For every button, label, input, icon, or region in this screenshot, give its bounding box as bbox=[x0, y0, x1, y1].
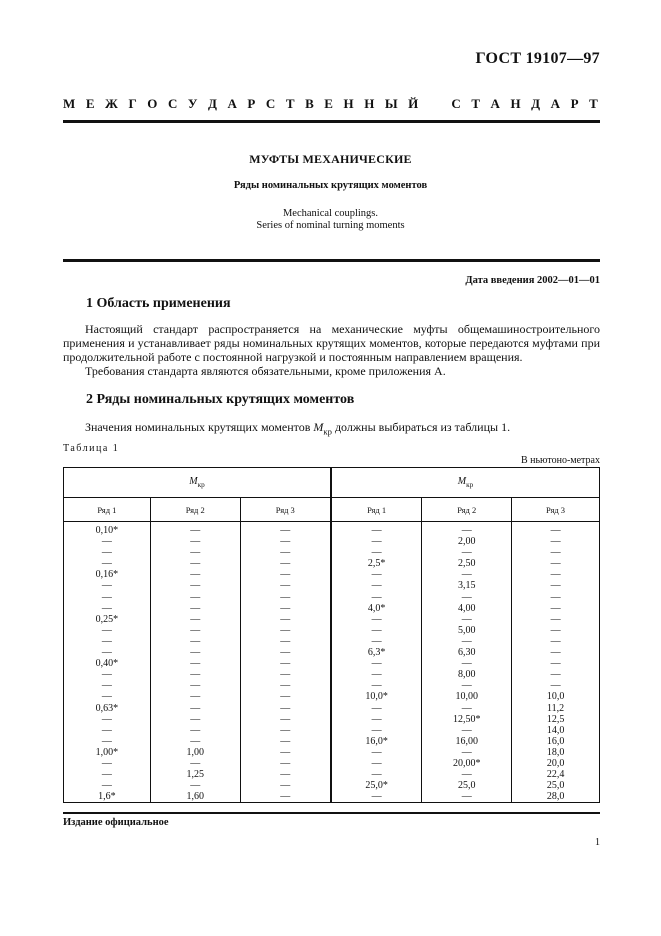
table-cell: — bbox=[512, 592, 600, 603]
table-row bbox=[64, 580, 600, 591]
table-cell: — bbox=[240, 647, 331, 658]
table-row bbox=[64, 747, 600, 758]
table-cell: — bbox=[64, 625, 151, 636]
interstate-letter: Е bbox=[85, 96, 95, 111]
table-cell: — bbox=[64, 769, 151, 780]
table-cell: — bbox=[240, 536, 331, 547]
table-cell: — bbox=[331, 703, 422, 714]
interstate-letter: Ы bbox=[384, 96, 398, 111]
table-cell: 16,0 bbox=[512, 736, 600, 747]
table-cell: — bbox=[64, 536, 151, 547]
column-header: Ряд 2 bbox=[150, 498, 240, 522]
table-cell: 1,6* bbox=[64, 791, 151, 803]
table-cell: — bbox=[64, 592, 151, 603]
column-header: Ряд 3 bbox=[240, 498, 331, 522]
table-cell: 6,3* bbox=[331, 647, 422, 658]
table-cell: 20,0 bbox=[512, 758, 600, 769]
table-cell: — bbox=[331, 592, 422, 603]
table-cell: 2,50 bbox=[422, 558, 512, 569]
table-cell: 0,63* bbox=[64, 703, 151, 714]
table-row bbox=[64, 636, 600, 647]
table-cell: — bbox=[240, 658, 331, 669]
table-cell: 10,0 bbox=[512, 691, 600, 702]
table-cell: — bbox=[422, 522, 512, 537]
table-cell: — bbox=[331, 522, 422, 537]
table-row bbox=[64, 547, 600, 558]
english-title-line-2: Series of nominal turning moments bbox=[256, 220, 405, 231]
table-cell: 2,5* bbox=[331, 558, 422, 569]
table-cell: — bbox=[64, 691, 151, 702]
footer-rule bbox=[63, 812, 600, 814]
table-cell: — bbox=[331, 547, 422, 558]
table-cell: — bbox=[512, 558, 600, 569]
interstate-letter: Р bbox=[570, 96, 579, 111]
table-cell: — bbox=[240, 747, 331, 758]
table-cell: 1,60 bbox=[150, 791, 240, 803]
table-units: В ньютоно-метрах bbox=[520, 455, 600, 466]
table-cell: — bbox=[422, 769, 512, 780]
table-cell: — bbox=[422, 703, 512, 714]
table-cell: — bbox=[512, 658, 600, 669]
table-cell: — bbox=[64, 603, 151, 614]
table-cell: — bbox=[331, 758, 422, 769]
section-1-heading: 1 Область применения bbox=[86, 296, 231, 311]
table-cell: — bbox=[64, 736, 151, 747]
table-caption: Таблица 1 bbox=[63, 443, 120, 454]
table-row bbox=[64, 647, 600, 658]
table-cell: — bbox=[422, 636, 512, 647]
table-cell: — bbox=[240, 791, 331, 803]
table-cell: — bbox=[64, 558, 151, 569]
section-2-heading: 2 Ряды номинальных крутящих моментов bbox=[86, 392, 355, 407]
table-cell: — bbox=[512, 522, 600, 537]
table-cell: — bbox=[331, 536, 422, 547]
interstate-letter: Т bbox=[589, 96, 598, 111]
table-row bbox=[64, 625, 600, 636]
table-cell: — bbox=[64, 547, 151, 558]
table-cell: 2,00 bbox=[422, 536, 512, 547]
interstate-letter: А bbox=[490, 96, 500, 111]
interstate-letter: Д bbox=[207, 96, 217, 111]
column-header: Ряд 3 bbox=[512, 498, 600, 522]
table-row bbox=[64, 614, 600, 625]
table-cell: — bbox=[240, 547, 331, 558]
section-1-paragraph-1: Настоящий стандарт распространяется на механические муфты общемашиностроительного применения и устанавливает ряды номинальных крутящих моментов, которые передаются муфтами при продолжительной работе с постоянной нагрузкой и постоянным направлением вращения. bbox=[63, 322, 600, 364]
interstate-letter: Т bbox=[285, 96, 295, 111]
interstate-letter: Ж bbox=[105, 96, 118, 111]
interstate-letter: Т bbox=[471, 96, 480, 111]
interstate-letter: М bbox=[63, 96, 76, 111]
table-row bbox=[64, 592, 600, 603]
interstate-letter: С bbox=[451, 96, 461, 111]
table-group-header-left: $M_{кр}$ bbox=[64, 468, 331, 498]
table-cell: 1,00* bbox=[64, 747, 151, 758]
header-rule bbox=[63, 120, 600, 123]
table-row bbox=[64, 714, 600, 725]
table-cell: 12,5 bbox=[512, 714, 600, 725]
table-cell: — bbox=[64, 725, 151, 736]
table-row bbox=[64, 691, 600, 702]
table-row bbox=[64, 603, 600, 614]
table-cell: — bbox=[512, 636, 600, 647]
table-cell: 10,0* bbox=[331, 691, 422, 702]
table-cell: 0,16* bbox=[64, 569, 151, 580]
table-cell: — bbox=[150, 558, 240, 569]
table-row bbox=[64, 569, 600, 580]
column-header: Ряд 1 bbox=[64, 498, 151, 522]
interstate-letter: Д bbox=[531, 96, 541, 111]
table-cell: 10,00 bbox=[422, 691, 512, 702]
table-cell: — bbox=[64, 647, 151, 658]
table-row bbox=[64, 791, 600, 803]
document-subtitle: Ряды номинальных крутящих моментов bbox=[233, 180, 428, 191]
table-cell: 20,00* bbox=[422, 758, 512, 769]
official-edition-label: Издание официальное bbox=[63, 817, 169, 828]
table-cell: — bbox=[240, 636, 331, 647]
table-cell: 22,4 bbox=[512, 769, 600, 780]
table-cell: — bbox=[240, 569, 331, 580]
table-cell: — bbox=[240, 680, 331, 691]
page-number: 1 bbox=[595, 837, 600, 848]
table-row bbox=[64, 780, 600, 791]
table-cell: — bbox=[331, 747, 422, 758]
torque-subscript: кр bbox=[323, 426, 332, 437]
table-cell: 28,0 bbox=[512, 791, 600, 803]
table-cell: — bbox=[150, 703, 240, 714]
table-cell: — bbox=[150, 569, 240, 580]
table-cell: — bbox=[240, 522, 331, 537]
table-cell: — bbox=[150, 680, 240, 691]
table-cell: — bbox=[64, 714, 151, 725]
table-cell: — bbox=[512, 614, 600, 625]
table-cell: — bbox=[240, 614, 331, 625]
table-group-header-right: $M_{кр}$ bbox=[331, 468, 600, 498]
interstate-letter: Р bbox=[247, 96, 256, 111]
table-cell: 0,40* bbox=[64, 658, 151, 669]
column-header: Ряд 2 bbox=[422, 498, 512, 522]
table-cell: — bbox=[240, 625, 331, 636]
interstate-letter: С bbox=[167, 96, 178, 111]
interstate-letter: С bbox=[265, 96, 276, 111]
table-cell: — bbox=[422, 614, 512, 625]
table-row bbox=[64, 658, 600, 669]
table-cell: — bbox=[150, 725, 240, 736]
interstate-letter: Н bbox=[364, 96, 375, 111]
table-cell: — bbox=[331, 614, 422, 625]
table-cell: — bbox=[150, 714, 240, 725]
table-cell: — bbox=[150, 658, 240, 669]
standard-code: ГОСТ 19107—97 bbox=[475, 50, 600, 67]
table-cell: — bbox=[240, 691, 331, 702]
table-cell: — bbox=[150, 603, 240, 614]
table-cell: — bbox=[150, 625, 240, 636]
table-cell: — bbox=[422, 592, 512, 603]
interstate-letter: Г bbox=[128, 96, 137, 111]
table-cell: 11,2 bbox=[512, 703, 600, 714]
table-row bbox=[64, 703, 600, 714]
table-cell: — bbox=[150, 647, 240, 658]
table-cell: — bbox=[64, 780, 151, 791]
table-cell: 14,0 bbox=[512, 725, 600, 736]
table-cell: — bbox=[240, 780, 331, 791]
table-cell: — bbox=[64, 636, 151, 647]
table-cell: — bbox=[150, 636, 240, 647]
table-cell: — bbox=[331, 791, 422, 803]
document-title: МУФТЫ МЕХАНИЧЕСКИЕ bbox=[249, 152, 412, 166]
table-cell: — bbox=[422, 569, 512, 580]
table-cell: 16,00 bbox=[422, 736, 512, 747]
table-cell: — bbox=[150, 780, 240, 791]
table-cell: 18,0 bbox=[512, 747, 600, 758]
section-2-paragraph: Значения номинальных крутящих моментов $M_{кр}$ должны выбираться из таблицы 1. bbox=[85, 420, 511, 437]
table-cell: 4,00 bbox=[422, 603, 512, 614]
section-1-paragraph-2: Требования стандарта являются обязательными, кроме приложения А. bbox=[85, 364, 446, 378]
table-cell: — bbox=[331, 714, 422, 725]
table-cell: — bbox=[150, 669, 240, 680]
table-cell: — bbox=[240, 714, 331, 725]
table-row bbox=[64, 522, 600, 537]
table-cell: — bbox=[512, 580, 600, 591]
table-row bbox=[64, 558, 600, 569]
english-title-line-1: Mechanical couplings. bbox=[282, 208, 379, 219]
table-cell: 25,0 bbox=[512, 780, 600, 791]
section-2-body bbox=[63, 420, 600, 438]
table-cell: 6,30 bbox=[422, 647, 512, 658]
table-cell: 8,00 bbox=[422, 669, 512, 680]
table-cell: 25,0 bbox=[422, 780, 512, 791]
table-cell: — bbox=[422, 747, 512, 758]
table-cell: 1,00 bbox=[150, 747, 240, 758]
table-cell: — bbox=[150, 536, 240, 547]
table-cell: — bbox=[64, 669, 151, 680]
interstate-letter: О bbox=[147, 96, 158, 111]
table-row bbox=[64, 669, 600, 680]
table-cell: — bbox=[422, 725, 512, 736]
table-cell: — bbox=[422, 791, 512, 803]
table-cell: — bbox=[240, 736, 331, 747]
table-cell: — bbox=[331, 569, 422, 580]
table-cell: — bbox=[512, 647, 600, 658]
table-cell: — bbox=[150, 547, 240, 558]
table-cell: — bbox=[512, 669, 600, 680]
interstate-letter: Н bbox=[510, 96, 521, 111]
table-cell: — bbox=[422, 658, 512, 669]
table-cell: — bbox=[512, 603, 600, 614]
section-1-body bbox=[63, 322, 600, 378]
table-cell: — bbox=[240, 603, 331, 614]
table-cell: — bbox=[64, 680, 151, 691]
table-cell: — bbox=[240, 725, 331, 736]
table-cell: 5,00 bbox=[422, 625, 512, 636]
table-cell: — bbox=[240, 669, 331, 680]
table-cell: — bbox=[240, 558, 331, 569]
table-cell: 16,0* bbox=[331, 736, 422, 747]
table-cell: — bbox=[64, 758, 151, 769]
table-cell: 1,25 bbox=[150, 769, 240, 780]
table-row bbox=[64, 736, 600, 747]
interstate-letter: А bbox=[550, 96, 561, 111]
title-rule bbox=[63, 259, 600, 262]
table-cell: 0,25* bbox=[64, 614, 151, 625]
table-row bbox=[64, 536, 600, 547]
torque-series-table bbox=[63, 467, 600, 803]
table-cell: — bbox=[331, 580, 422, 591]
table-cell: — bbox=[240, 703, 331, 714]
column-header: Ряд 1 bbox=[331, 498, 422, 522]
table-row bbox=[64, 680, 600, 691]
table-cell: — bbox=[240, 758, 331, 769]
table-cell: — bbox=[331, 636, 422, 647]
interstate-gap bbox=[429, 96, 441, 112]
table-cell: — bbox=[512, 547, 600, 558]
table-cell: — bbox=[64, 580, 151, 591]
table-cell: — bbox=[240, 592, 331, 603]
table-cell: — bbox=[331, 669, 422, 680]
table-cell: — bbox=[240, 580, 331, 591]
table-cell: — bbox=[422, 680, 512, 691]
table-cell: — bbox=[150, 736, 240, 747]
table-cell: 4,0* bbox=[331, 603, 422, 614]
table-cell: — bbox=[512, 625, 600, 636]
table-cell: 3,15 bbox=[422, 580, 512, 591]
table-cell: 12,50* bbox=[422, 714, 512, 725]
table-cell: 0,10* bbox=[64, 522, 151, 537]
table-cell: — bbox=[331, 769, 422, 780]
table-cell: — bbox=[331, 658, 422, 669]
interstate-letter: У bbox=[187, 96, 198, 111]
table-cell: 25,0* bbox=[331, 780, 422, 791]
torque-symbol: M bbox=[313, 420, 324, 434]
interstate-letter: Н bbox=[343, 96, 354, 111]
interstate-letter: В bbox=[305, 96, 314, 111]
table-cell: — bbox=[150, 691, 240, 702]
table-cell: — bbox=[331, 625, 422, 636]
table-cell: — bbox=[150, 522, 240, 537]
table-cell: — bbox=[150, 592, 240, 603]
table-cell: — bbox=[150, 614, 240, 625]
table-cell: — bbox=[512, 569, 600, 580]
table-cell: — bbox=[150, 580, 240, 591]
interstate-standard-label bbox=[63, 96, 598, 112]
interstate-letter: Е bbox=[324, 96, 333, 111]
english-title bbox=[0, 208, 661, 232]
interstate-letter: А bbox=[227, 96, 237, 111]
table-cell: — bbox=[331, 680, 422, 691]
table-cell: — bbox=[331, 725, 422, 736]
table-row bbox=[64, 758, 600, 769]
table-cell: — bbox=[150, 758, 240, 769]
interstate-letter: Й bbox=[408, 96, 419, 111]
table-row bbox=[64, 769, 600, 780]
table-cell: — bbox=[512, 536, 600, 547]
table-cell: — bbox=[240, 769, 331, 780]
table-cell: — bbox=[512, 680, 600, 691]
table-cell: — bbox=[422, 547, 512, 558]
table-row bbox=[64, 725, 600, 736]
introduction-date: Дата введения 2002—01—01 bbox=[465, 275, 600, 286]
